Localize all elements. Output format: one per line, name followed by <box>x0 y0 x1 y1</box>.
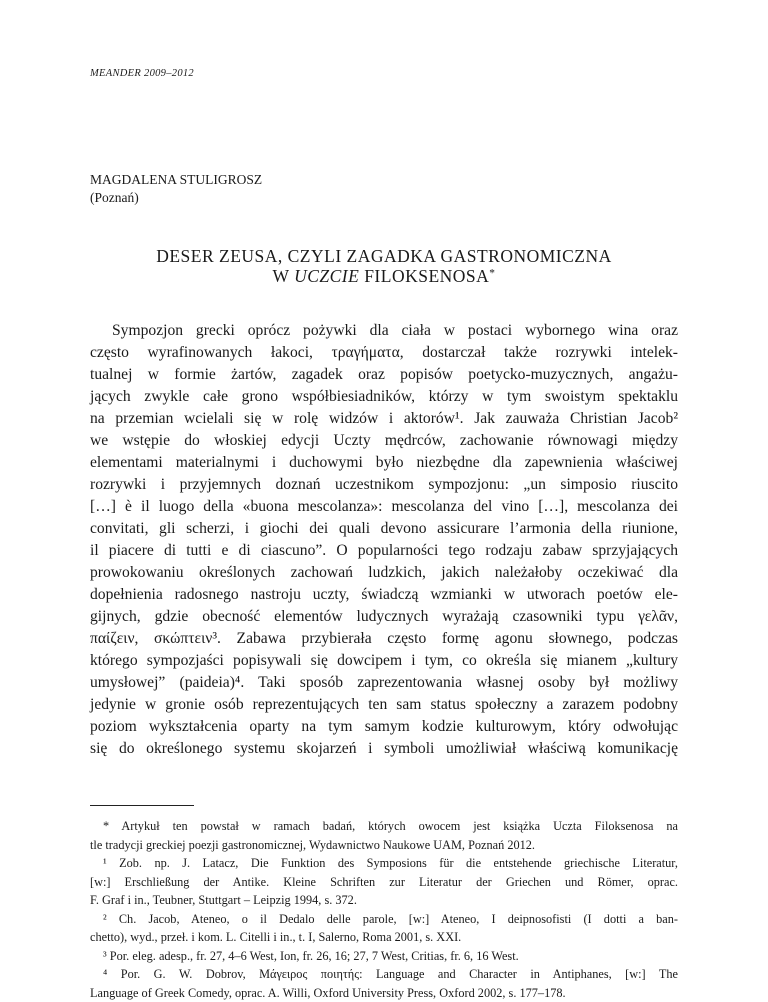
title-line-2-suffix: FILOKSENOSA <box>359 266 489 286</box>
body-line: […] è il luogo della «buona mescolanza»: mescolanza del vino […], mescolanza dei <box>90 496 678 518</box>
body-line: tualnej w formie żartów, zagadek oraz popisów poetycko-muzycznych, angażu- <box>90 364 678 386</box>
footnote-line: chetto), wyd., przeł. i kom. L. Citelli i in., t. I, Salerno, Roma 2001, s. XXI. <box>90 928 678 947</box>
title-line-2 <box>90 266 678 286</box>
footnote-divider <box>90 805 194 806</box>
body-line: convitati, gli scherzi, i giochi dei quali devono assicurare l’armonia della riunione, <box>90 518 678 540</box>
footnote-line: ² Ch. Jacob, Ateneo, o il Dedalo delle parole, [w:] Ateneo, I deipnosofisti (I dotti a ban- <box>90 910 678 929</box>
footnote-line: ³ Por. eleg. adesp., fr. 27, 4–6 West, Ion, fr. 26, 16; 27, 7 West, Critias, fr. 6, 16 West. <box>90 947 678 966</box>
body-paragraph <box>90 320 678 760</box>
body-line: dopełnienia radosnego nastroju uczty, świadczą wzmianki w utworach poetów ele- <box>90 584 678 606</box>
title-footnote-marker: * <box>489 267 495 279</box>
body-line: często wyrafinowanych łakoci, τραγήματα, dostarczał także rozrywki intelek- <box>90 342 678 364</box>
footnote-line: Language of Greek Comedy, oprac. A. Willi, Oxford University Press, Oxford 2002, s. 177–178. <box>90 984 678 1002</box>
body-line: jących zwykle całe grono współbiesiadników, którzy w tym swoistym spektaklu <box>90 386 678 408</box>
body-line: gijnych, gdzie obecność elementów ludycznych wyrażają czasowniki typu γελᾶν, <box>90 606 678 628</box>
article-title <box>90 246 678 286</box>
footnote-line: tle tradycji greckiej poezji gastronomicznej, Wydawnictwo Naukowe UAM, Poznań 2012. <box>90 836 678 855</box>
body-line: elementami materialnymi i duchowymi było niezbędne dla zapewnienia właściwej <box>90 452 678 474</box>
body-line: Sympozjon grecki oprócz pożywki dla ciała w postaci wybornego wina oraz <box>90 320 678 342</box>
author-affiliation: (Poznań) <box>90 189 262 207</box>
body-line: we wstępie do włoskiej edycji Uczty mędrców, zachowanie równowagi między <box>90 430 678 452</box>
body-line: jedynie w gronie osób reprezentujących ten sam status społeczny a zarazem podobny <box>90 694 678 716</box>
footnotes <box>90 817 678 1002</box>
title-line-2-prefix: W <box>273 266 295 286</box>
title-line-1: DESER ZEUSA, CZYLI ZAGADKA GASTRONOMICZNA <box>90 246 678 266</box>
body-line: którego sympozjaści popisywali się dowcipem i tym, co określa się mianem „kultury <box>90 650 678 672</box>
body-line: rozrywki i przyjemnych doznań uczestnikom sympozjonu: „un simposio riuscito <box>90 474 678 496</box>
body-line: na przemian wcielali się w rolę widzów i aktorów¹. Jak zauważa Christian Jacob² <box>90 408 678 430</box>
author-block <box>90 171 262 207</box>
body-line: poziom wykształcenia oparty na tym samym kodzie kulturowym, który odwołując <box>90 716 678 738</box>
footnote-line: ¹ Zob. np. J. Latacz, Die Funktion des Symposions für die entstehende griechische Literatur, <box>90 854 678 873</box>
footnote-line: * Artykuł ten powstał w ramach badań, których owocem jest książka Uczta Filoksenosa na <box>90 817 678 836</box>
author-name: MAGDALENA STULIGROSZ <box>90 172 262 187</box>
body-line: umysłowej” (paideia)⁴. Taki sposób zaprezentowania własnej osoby był możliwy <box>90 672 678 694</box>
footnote-line: ⁴ Por. G. W. Dobrov, Μάγειρος ποιητής: Language and Character in Antiphanes, [w:] The <box>90 965 678 984</box>
body-line: prowokowaniu określonych zachowań ludzkich, jakich należałoby oczekiwać dla <box>90 562 678 584</box>
title-italic-word: UCZCIE <box>294 266 359 286</box>
footnote-line: [w:] Erschließung der Antike. Kleine Schriften zur Literatur der Griechen und Römer, oprac. <box>90 873 678 892</box>
body-line: il piacere di tutti e di ciascuno”. O popularności tego rodzaju zabaw sprzyjających <box>90 540 678 562</box>
footnote-line: F. Graf i in., Teubner, Stuttgart – Leipzig 1994, s. 372. <box>90 891 678 910</box>
body-line: παίζειν, σκώπτειν³. Zabawa przybierała często formę agonu słownego, podczas <box>90 628 678 650</box>
body-line: się do określonego systemu skojarzeń i symboli umożliwiał właściwą komunikację <box>90 738 678 760</box>
running-head: MEANDER 2009–2012 <box>90 68 194 79</box>
